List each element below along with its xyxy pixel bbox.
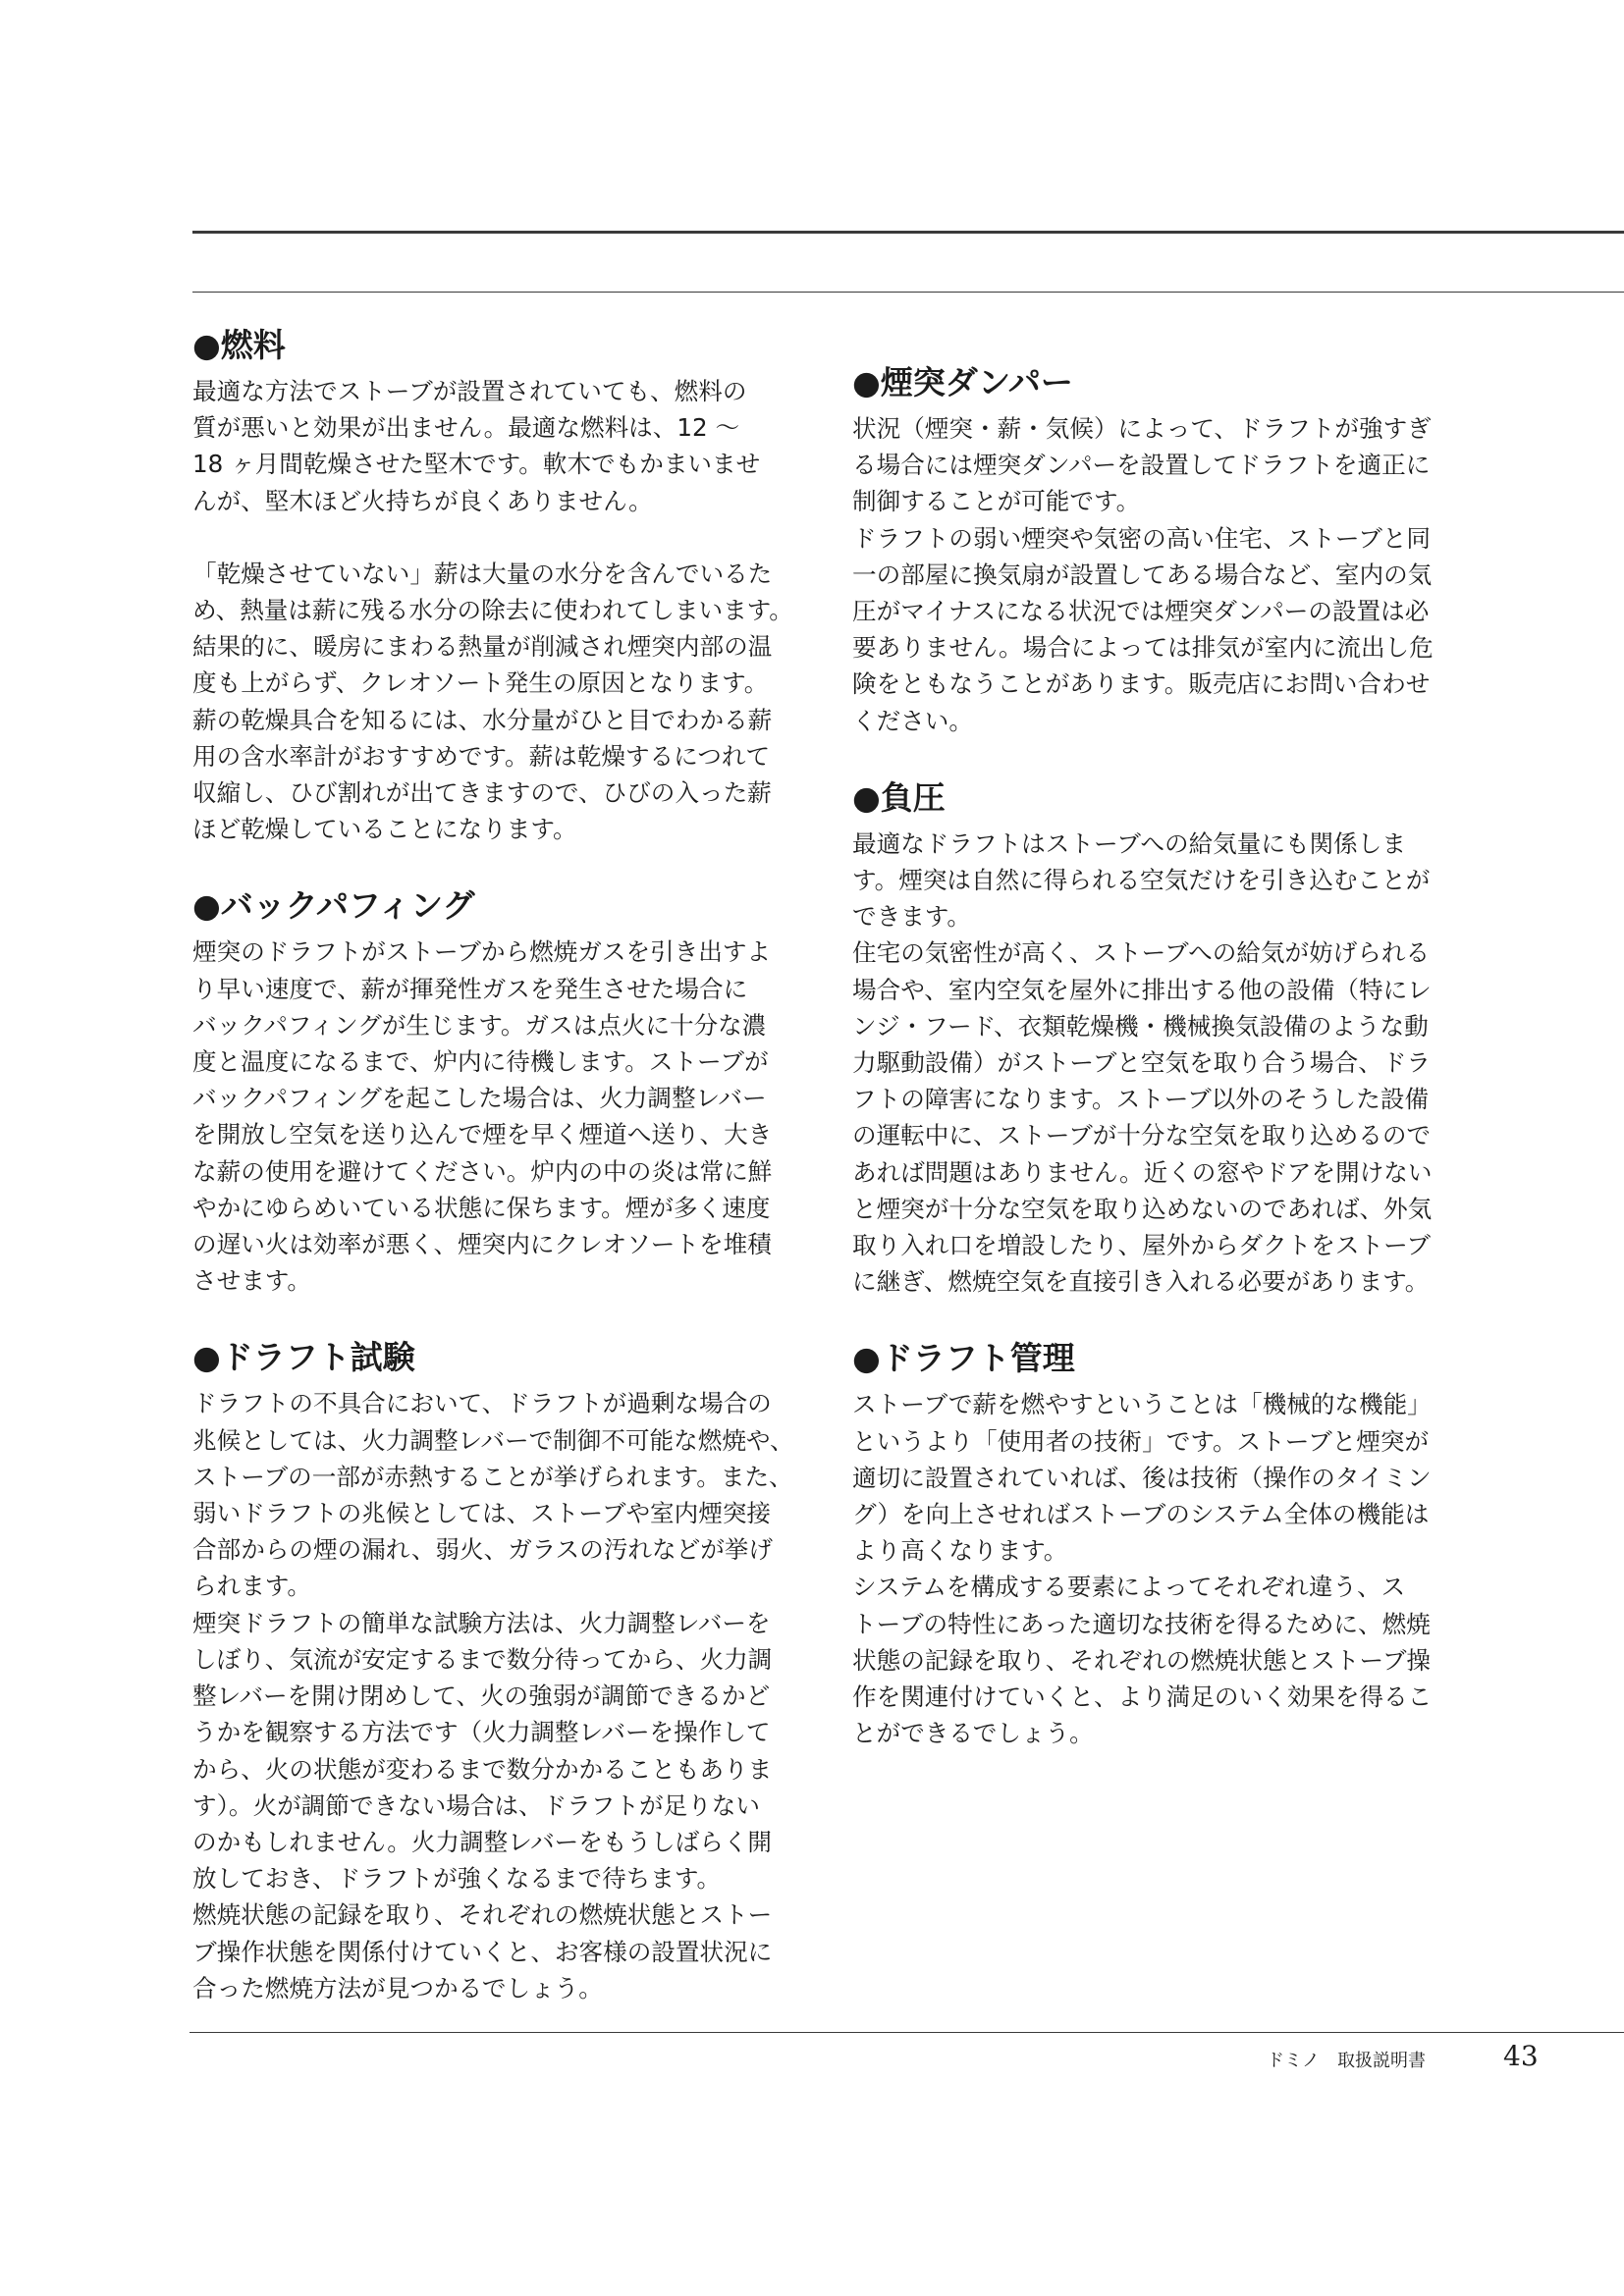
section [192,1336,794,2005]
body-text-line: 圧がマイナスになる状況では煙突ダンパーの設置は必 [852,597,1430,626]
body-text-line: ストーブの一部が赤熱することが挙げられます。また、 [192,1462,793,1491]
body-text-line: 用の含水率計がおすすめです。薪は乾燥するにつれて [192,741,771,771]
body-text-line: 険をともなうことがあります。販売店にお問い合わせ [852,669,1431,699]
body-paragraph [852,826,1441,1301]
body-text-line: す）。火が調節できない場合は、ドラフトが足りない [192,1790,760,1820]
body-text-line: 最適な方法でストーブが設置されていても、燃料の [192,377,747,405]
footer-rule [189,2032,1624,2033]
section-heading: ●ドラフト管理 [852,1339,1075,1378]
body-text-line: 度と温度になるまで、炉内に待機します。ストーブが [192,1047,769,1077]
body-text-line: 要ありません。場合によっては排気が室内に流出し危 [852,633,1434,663]
body-text-line: 煙突のドラフトがストーブから燃焼ガスを引き出すよ [192,937,772,967]
body-text-line: んが、堅木ほど火持ちが良くありません。 [192,486,653,515]
body-text-line: 煙突ドラフトの簡単な試験方法は、火力調整レバーを [192,1608,771,1637]
section-heading: ●バックパフィング [192,886,475,926]
body-text-line: 合部からの煙の漏れ、弱火、ガラスの汚れなどが挙げ [192,1535,773,1565]
body-text-line: と煙突が十分な空気を取り込めないのであれば、外気 [852,1194,1433,1223]
body-paragraph [192,934,782,1299]
body-text-line: の遅い火は効率が悪く、煙突内にクレオソートを堆積 [192,1230,772,1259]
body-text-line: ストーブで薪を燃やすということは「機械的な機能」 [852,1390,1432,1419]
body-text-line: 状況（煙突・薪・気候）によって、ドラフトが強すぎ [852,414,1432,443]
body-paragraph [192,556,793,848]
header-rule-thick [192,231,1624,234]
body-text-line: の運転中に、ストーブが十分な空気を取り込めるので [852,1121,1432,1150]
body-text-line: られます。 [192,1572,312,1601]
body-text-line: 力駆動設備）がストーブと空気を取り合う場合、ドラ [852,1048,1432,1078]
body-text-line: できます。 [852,902,972,932]
body-text-line: 薪の乾燥具合を知るには、水分量がひと目でわかる薪 [192,705,773,734]
body-paragraph [192,373,782,519]
body-text-line: 放しておき、ドラフトが強くなるまで待ちます。 [192,1864,722,1894]
body-paragraph [852,1386,1441,1751]
body-text-line: 整レバーを開け閉めして、火の強弱が調節できるかど [192,1682,771,1711]
left-column [192,324,794,2006]
section [852,361,1441,739]
body-text-line: 住宅の気密性が高く、ストーブへの給気が妨げられる [852,938,1431,968]
section [192,324,793,847]
body-text-line: す。煙突は自然に得られる空気だけを引き込むことが [852,866,1431,895]
body-text-line: 結果的に、暖房にまわる熱量が削減され煙突内部の温 [192,632,773,662]
footer-manual-title: ドミノ 取扱説明書 [1267,2051,1426,2071]
body-text-line: あれば問題はありません。近くの窓やドアを開けない [852,1157,1433,1187]
body-text-line: に継ぎ、燃焼空気を直接引き入れる必要があります。 [852,1267,1430,1297]
body-text-line: グ）を向上させればストーブのシステム全体の機能は [852,1500,1430,1529]
header-rule-thin [192,292,1624,293]
body-text-line: というより「使用者の技術」です。ストーブと煙突が [852,1426,1430,1456]
body-text-line: 度も上がらず、クレオソート発生の原因となります。 [192,668,769,698]
body-text-line: 一の部屋に換気扇が設置してある場合など、室内の気 [852,560,1433,589]
body-text-line: バックパフィングを起こした場合は、火力調整レバー [192,1084,767,1113]
body-text-line: ください。 [852,706,973,735]
body-text-line: 場合や、室内空気を屋外に排出する他の設備（特にレ [852,975,1432,1004]
body-text-line: る場合には煙突ダンパーを設置してドラフトを適正に [852,451,1431,480]
body-text-line: 最適なドラフトはストーブへの給気量にも関係しま [852,828,1406,858]
section-heading: ●ドラフト試験 [192,1338,415,1377]
body-text-line: ブ操作状態を関係付けていくと、お客様の設置状況に [192,1937,773,1966]
body-text-line: とができるでしょう。 [852,1719,1094,1748]
body-text-line: 「乾燥させていない」薪は大量の水分を含んでいるた [192,559,773,588]
body-text-line: 質が悪いと効果が出ません。最適な燃料は、12 ～ [192,413,740,443]
body-text-line: 状態の記録を取り、それぞれの燃焼状態とストーブ操 [852,1645,1432,1675]
body-text-line: させます。 [192,1266,312,1296]
right-column [852,324,1441,1752]
body-text-line: しぼり、気流が安定するまで数分待ってから、火力調 [192,1644,773,1674]
body-text-line: 18 ヶ月間乾燥させた堅木です。軟木でもかまいませ [192,450,761,479]
body-text-line: 合った燃焼方法が見つかるでしょう。 [192,1973,603,2002]
body-text-line: 作を関連付けていくと、より満足のいく効果を得るこ [852,1682,1433,1712]
body-text-line: 収縮し、ひび割れが出てきますので、ひびの入った薪 [192,778,772,808]
section [852,1337,1441,1751]
body-text-line: フトの障害になります。ストーブ以外のそうした設備 [852,1085,1430,1114]
page-number: 43 [1503,2040,1539,2072]
section-heading: ●負圧 [852,777,946,817]
body-text-line: ドラフトの不具合において、ドラフトが過剰な場合の [192,1389,772,1418]
section-heading: ●煙突ダンパー [852,363,1073,401]
body-paragraph [852,410,1441,739]
body-text-line: ほど乾燥していることになります。 [192,815,577,844]
body-text-line: バックパフィングが生じます。ガスは点火に十分な濃 [192,1010,767,1040]
body-text-line: トーブの特性にあった適切な技術を得るために、燃焼 [852,1609,1431,1638]
body-text-line: 取り入れ口を増設したり、屋外からダクトをストーブ [852,1231,1432,1260]
body-text-line: より高くなります。 [852,1536,1068,1566]
body-text-line: から、火の状態が変わるまで数分かかることもありま [192,1754,773,1784]
body-text-line: を開放し空気を送り込んで煙を早く煙道へ送り、大き [192,1120,773,1149]
body-text-line: 燃焼状態の記録を取り、それぞれの燃焼状態とストー [192,1900,773,1930]
body-text-line: ドラフトの弱い煙突や気密の高い住宅、ストーブと同 [852,523,1432,553]
body-text-line: 制御することが可能です。 [852,487,1141,516]
section-heading: ●燃料 [192,326,286,364]
body-paragraph [192,1385,794,2005]
body-text-line: め、熱量は薪に残る水分の除去に使われてしまいます。 [192,596,793,625]
body-text-line: り早い速度で、薪が揮発性ガスを発生させた場合に [192,974,748,1003]
body-text-line: システムを構成する要素によってそれぞれ違う、ス [852,1573,1406,1602]
body-text-line: ンジ・フード、衣類乾燥機・機械換気設備のような動 [852,1011,1429,1041]
body-text-line: のかもしれません。火力調整レバーをもうしばらく開 [192,1827,773,1856]
body-text-line: やかにゆらめいている状態に保ちます。煙が多く速度 [192,1193,771,1222]
body-text-line: 適切に設置されていれば、後は技術（操作のタイミン [852,1463,1432,1492]
body-text-line: 兆候としては、火力調整レバーで制御不可能な燃焼や、 [192,1425,794,1455]
section [192,884,782,1299]
body-text-line: うかを観察する方法です（火力調整レバーを操作して [192,1718,771,1747]
section [852,776,1441,1301]
body-text-line: な薪の使用を避けてください。炉内の中の炎は常に鮮 [192,1156,773,1186]
body-text-line: 弱いドラフトの兆候としては、ストーブや室内煙突接 [192,1499,772,1528]
